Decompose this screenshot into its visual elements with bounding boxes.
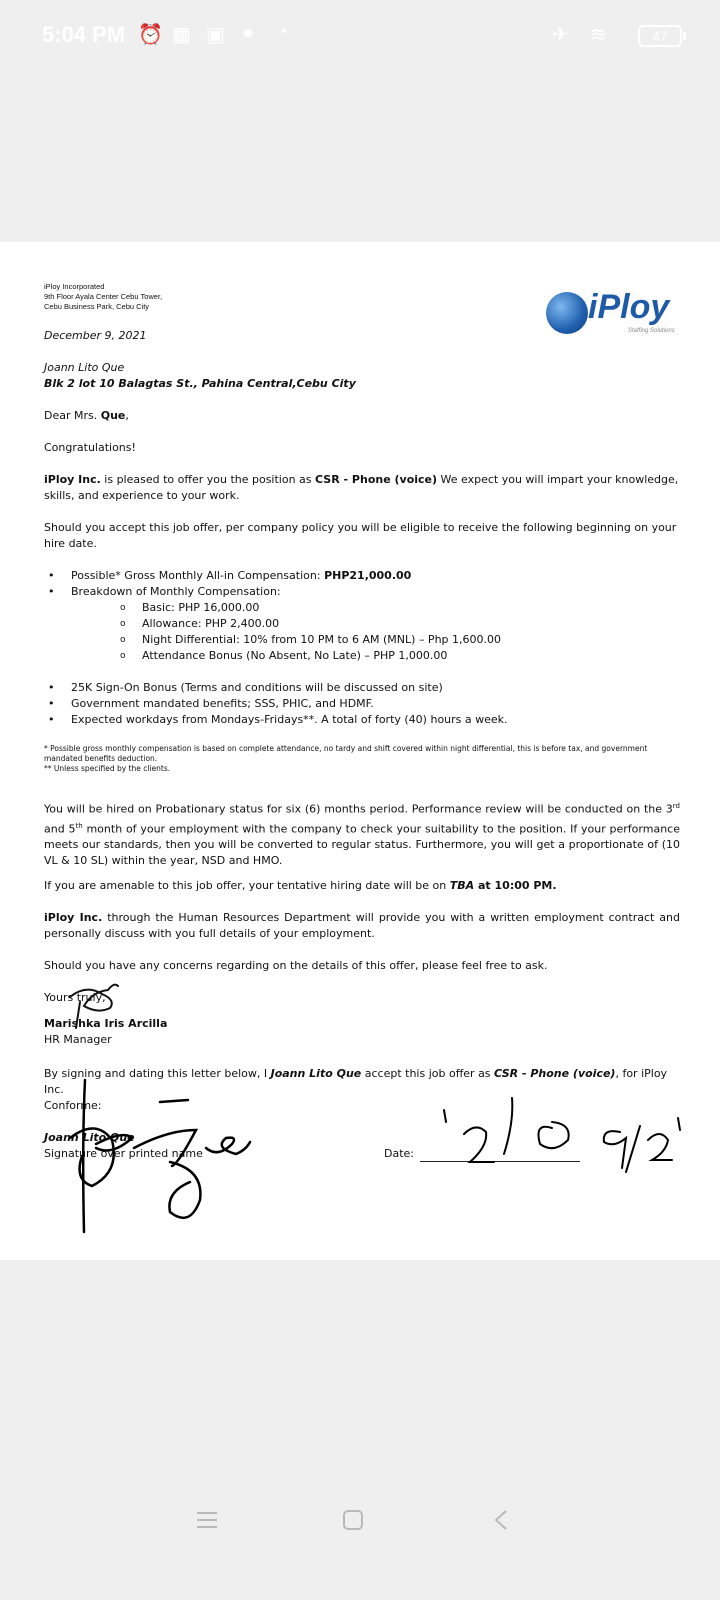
airplane-mode-icon: ✈ [552, 24, 569, 46]
congratulations: Congratulations! [44, 441, 136, 454]
concerns-paragraph: Should you have any concerns regarding on the details of this offer, please feel free to ask. [44, 959, 548, 972]
recipient-name: Joann Lito Que [44, 361, 125, 374]
footnote: * Possible gross monthly compensation is based on complete attendance, no tardy and shift covered within night differential, this is before tax, and government mandated benefits deduction. [44, 744, 648, 763]
probation-text: month of your employment with the company to check your suitability to the position. If your performance meets our standards, then you will be converted to regular status. Furthermore, you will get a proportionate of (10 VL & 10 SL) within the year, NSD and HMO. [44, 822, 680, 868]
footnote: ** Unless specified by the clients. [44, 764, 171, 773]
date-label: Date: [384, 1147, 414, 1160]
salutation-suffix: , [125, 409, 129, 422]
accept-position: CSR - Phone (voice) [494, 1067, 616, 1080]
wifi-icon: ≋ [590, 24, 607, 46]
sender-line: 9th Floor Ayala Center Cebu Tower, [44, 292, 163, 301]
list-item: • Expected workdays from Mondays-Fridays**. A total of forty (40) hours a week. [44, 712, 680, 728]
hiring-time: at 10:00 PM. [474, 879, 557, 892]
list-item: • 25K Sign-On Bonus (Terms and conditions will be discussed on site) [44, 680, 680, 696]
back-icon[interactable] [481, 1500, 521, 1540]
signer-name: Marishka Iris Arcilla [44, 1017, 168, 1030]
handwriting-overlay [0, 242, 720, 1260]
accept-text: , for iPloy Inc. [44, 1067, 668, 1096]
conforme-label: Conforme: [44, 1099, 102, 1112]
comp-value: PHP21,000.00 [324, 569, 412, 582]
list-item: o Basic: PHP 16,000.00 [44, 600, 680, 616]
signer-title: HR Manager [44, 1033, 112, 1046]
messenger-icon: ● [242, 22, 255, 44]
list-item: o Attendance Bonus (No Absent, No Late) – PHP 1,000.00 [44, 648, 680, 664]
superscript: th [75, 821, 83, 830]
list-item: • Government mandated benefits; SSS, PHIC, and HDMF. [44, 696, 680, 712]
battery-icon: 47 [638, 25, 682, 47]
company-name: iPloy Inc. [44, 473, 101, 486]
hiring-date: TBA [449, 879, 475, 892]
accept-name: Joann Lito Que [270, 1067, 362, 1080]
signature-label: Signature over printed name [44, 1147, 203, 1160]
sender-line: iPloy Incorporated [44, 282, 105, 291]
salutation-name: Que [100, 409, 126, 422]
hiring-text: If you are amenable to this job offer, your tentative hiring date will be on [44, 879, 450, 892]
conforme-name: Joann Lito Que [44, 1131, 135, 1144]
company-name: iPloy Inc. [44, 911, 103, 924]
probation-text: You will be hired on Probationary status for six (6) months period. Performance review will be conducted on the 3 [44, 802, 673, 816]
list-item: o Allowance: PHP 2,400.00 [44, 616, 680, 632]
comp-label: Possible* Gross Monthly All-in Compensation: [71, 569, 325, 582]
status-bar [0, 0, 720, 70]
salutation-prefix: Dear Mrs. [44, 409, 101, 422]
document-page [0, 242, 720, 1260]
accept-text: By signing and dating this letter below, I [44, 1067, 271, 1080]
hr-signature [70, 985, 118, 1028]
sender-line: Cebu Business Park, Cebu City [44, 302, 150, 311]
logo-tagline: Staffing Solutions [628, 328, 675, 334]
superscript: rd [672, 802, 680, 810]
applicant-signature [70, 1080, 250, 1232]
home-icon[interactable] [333, 1500, 373, 1540]
more-notifications-icon: • [282, 22, 287, 38]
logo-text: iPloy [588, 288, 670, 326]
probation-text: and 5 [44, 822, 76, 836]
offer-text: is pleased to offer you the position as [100, 473, 316, 486]
accept-text: accept this job offer as [361, 1067, 495, 1080]
eligibility-paragraph: Should you accept this job offer, per company policy you will be eligible to receive the following beginning on your hire date. [44, 521, 677, 550]
offer-text-cont: We expect you will impart your knowledge, skills, and experience to your work. [44, 473, 679, 502]
letter-date: December 9, 2021 [44, 329, 147, 342]
position-name: CSR - Phone (voice) [315, 473, 438, 486]
contract-text: through the Human Resources Department will provide you with a written employment contract and personally discuss with you full details of your employment. [44, 911, 680, 940]
navigation-bar [0, 1490, 720, 1550]
status-time: 5:04 PM [42, 22, 126, 47]
handwritten-date [444, 1098, 680, 1172]
app-notification-icon: ▦ [172, 24, 191, 46]
list-item: o Night Differential: 10% from 10 PM to 6 AM (MNL) – Php 1,600.00 [44, 632, 680, 648]
closing: Yours truly, [44, 991, 106, 1004]
list-item: • Breakdown of Monthly Compensation: [44, 584, 680, 600]
recipient-address: Blk 2 lot 10 Balagtas St., Pahina Central,Cebu City [44, 377, 356, 390]
word-app-icon: ▣ [206, 24, 225, 46]
recents-icon[interactable] [187, 1500, 227, 1540]
alarm-icon: ⏰ [138, 24, 163, 46]
